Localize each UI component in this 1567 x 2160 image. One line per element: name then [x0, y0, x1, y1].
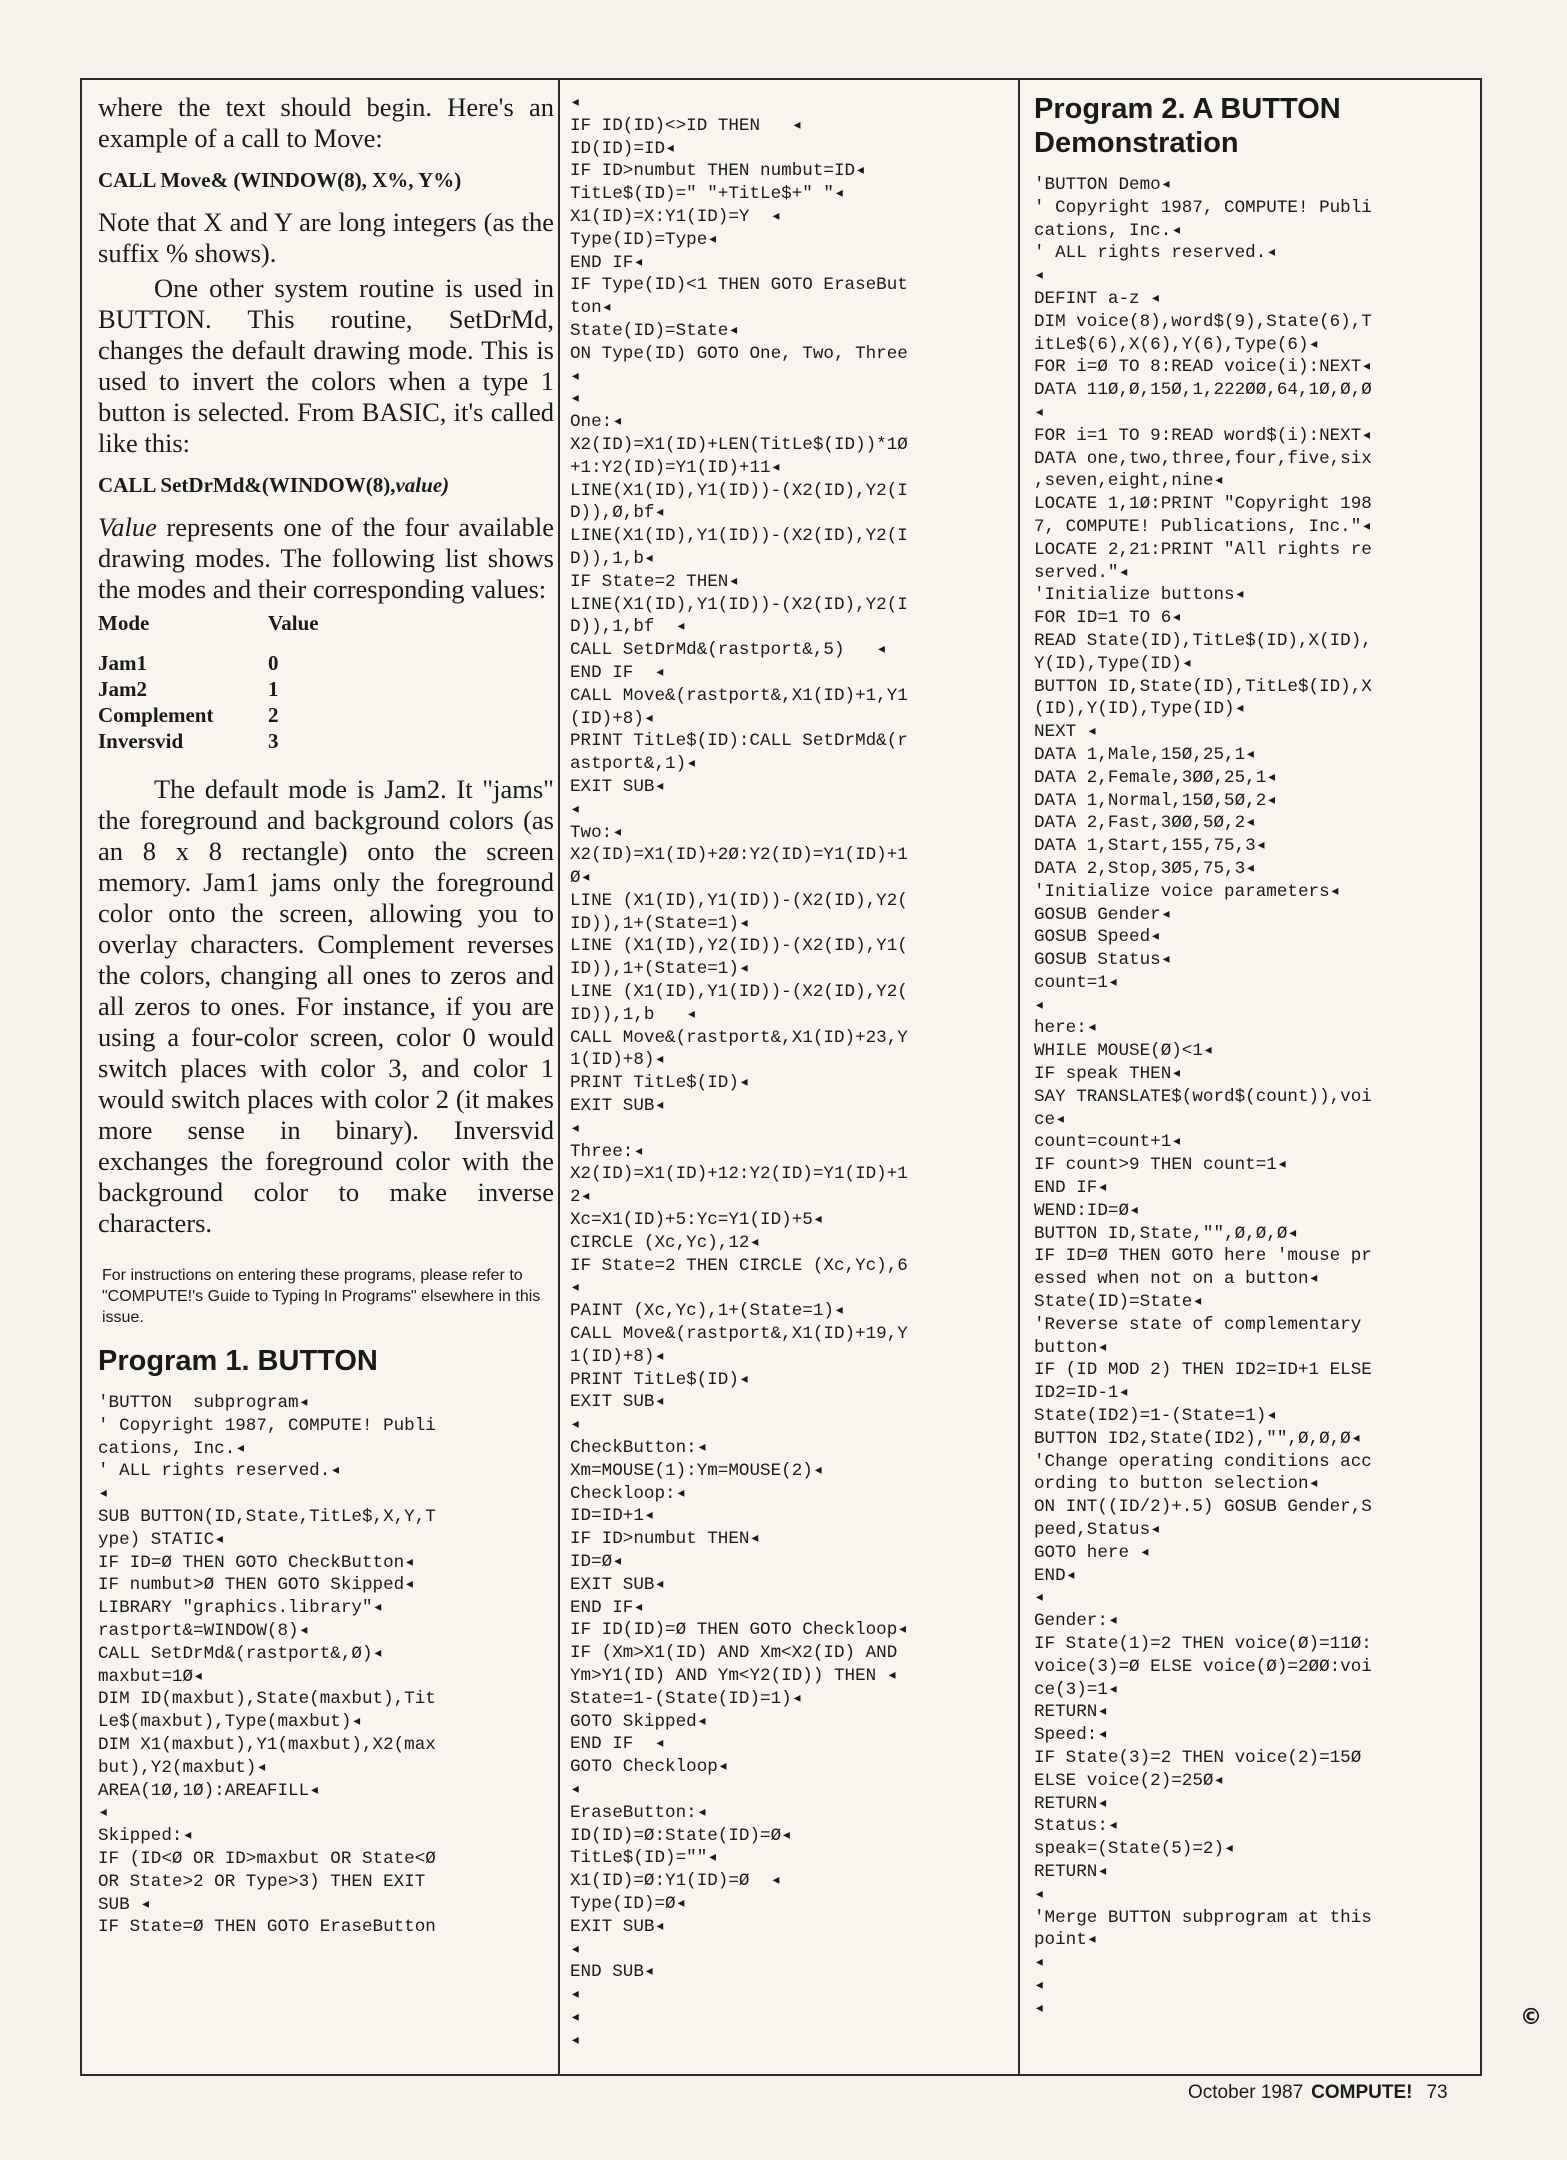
page-footer	[1188, 2082, 1448, 2104]
table-row	[98, 650, 319, 676]
column-3	[1034, 92, 1542, 2062]
column-2	[570, 92, 1010, 2062]
typing-instructions-note: For instructions on entering these programs, please refer to "COMPUTE!'s Guide to Typing In Programs" elsewhere in this issue.	[102, 1267, 541, 1326]
call-setdrmd-text: CALL SetDrMd&(WINDOW(8),	[98, 473, 396, 497]
program-1-listing-continued: ◂ IF ID(ID)<>ID THEN ◂ ID(ID)=ID◂ IF ID>numbut THEN numbut=ID◂ TitLe$(ID)=" "+TitLe$+" "◂ X1(ID)=X:Y1(ID)=Y ◂ Type(ID)=Type◂ END IF◂ IF Type(ID)<1 THEN GOTO EraseBut ton◂ State(ID)=State◂ ON Type(ID) GOTO One, Two, Three ◂ ◂ One:◂ X2(ID)=X1(ID)+LEN(TitLe$(ID))*1Ø +1:Y2(ID)=Y1(ID)+11◂ LINE(X1(ID),Y1(ID))-(X2(ID),Y2(I D)),Ø,bf◂ LINE(X1(ID),Y1(ID))-(X2(ID),Y2(I D)),1,b◂ IF State=2 THEN◂ LINE(X1(ID),Y1(ID))-(X2(ID),Y2(I D)),1,bf ◂ CALL SetDrMd&(rastport&,5) ◂ END IF ◂ CALL Move&(rastport&,X1(ID)+1,Y1 (ID)+8)◂ PRINT TitLe$(ID):CALL SetDrMd&(r astport&,1)◂ EXIT SUB◂ ◂ Two:◂ X2(ID)=X1(ID)+2Ø:Y2(ID)=Y1(ID)+1 Ø◂ LINE (X1(ID),Y1(ID))-(X2(ID),Y2( ID)),1+(State=1)◂ LINE (X1(ID),Y2(ID))-(X2(ID),Y1( ID)),1+(State=1)◂ LINE (X1(ID),Y1(ID))-(X2(ID),Y2( ID)),1,b ◂ CALL Move&(rastport&,X1(ID)+23,Y 1(ID)+8)◂ PRINT TitLe$(ID)◂ EXIT SUB◂ ◂ Three:◂ X2(ID)=X1(ID)+12:Y2(ID)=Y1(ID)+1 2◂ Xc=X1(ID)+5:Yc=Y1(ID)+5◂ CIRCLE (Xc,Yc),12◂ IF State=2 THEN CIRCLE (Xc,Yc),6 ◂ PAINT (Xc,Yc),1+(State=1)◂ CALL Move&(rastport&,X1(ID)+19,Y 1(ID)+8)◂ PRINT TitLe$(ID)◂ EXIT SUB◂ ◂ CheckButton:◂ Xm=MOUSE(1):Ym=MOUSE(2)◂ Checkloop:◂ ID=ID+1◂ IF ID>numbut THEN◂ ID=Ø◂ EXIT SUB◂ END IF◂ IF ID(ID)=Ø THEN GOTO Checkloop◂ IF (Xm>X1(ID) AND Xm<X2(ID) AND Ym>Y1(ID) AND Ym<Y2(ID)) THEN ◂ State=1-(State(ID)=1)◂ GOTO Skipped◂ END IF ◂ GOTO Checkloop◂ ◂ EraseButton:◂ ID(ID)=Ø:State(ID)=Ø◂ TitLe$(ID)=""◂ X1(ID)=Ø:Y1(ID)=Ø ◂ Type(ID)=Ø◂ EXIT SUB◂ ◂ END SUB◂ ◂ ◂ ◂	[570, 93, 908, 2051]
intro-paragraph: where the text should begin. Here's an example of a call to Move:	[98, 92, 554, 153]
program-1-listing: 'BUTTON subprogram◂ ' Copyright 1987, COMPUTE! Publi cations, Inc.◂ ' ALL rights reserved.◂ ◂ SUB BUTTON(ID,State,TitLe$,X,Y,T ype) STATIC◂ IF ID=Ø THEN GOTO CheckButton◂ IF numbut>Ø THEN GOTO Skipped◂ LIBRARY "graphics.library"◂ rastport&=WINDOW(8)◂ CALL SetDrMd&(rastport&,Ø)◂ maxbut=1Ø◂ DIM ID(maxbut),State(maxbut),Tit Le$(maxbut),Type(maxbut)◂ DIM X1(maxbut),Y1(maxbut),X2(max but),Y2(maxbut)◂ AREA(1Ø,1Ø):AREAFILL◂ ◂ Skipped:◂ IF (ID<Ø OR ID>maxbut OR State<Ø OR State>2 OR Type>3) THEN EXIT SUB ◂ IF State=Ø THEN GOTO EraseButton	[98, 1393, 436, 1938]
mode-value: 3	[268, 729, 279, 753]
modes-table	[98, 611, 319, 754]
default-mode-paragraph: The default mode is Jam2. It "jams" the foreground and background colors (as an 8 x 8 rectangle) onto the screen memory. Jam1 jams only the foreground color onto the screen, allowing you to overlay characters. Complement reverses the colors, changing all ones to zeros and all zeros to ones. For instance, if you are using a four-color screen, color 0 would switch places with color 3, and color 1 would switch places with color 2 (it makes more sense in binary). Inversvid exchanges the foreground color with the background color to make inverse characters.	[98, 774, 554, 1238]
mode-name: Jam2	[98, 677, 147, 701]
call-setdrmd-value: value)	[395, 473, 450, 497]
program-1-heading: Program 1. BUTTON	[98, 1345, 378, 1377]
mode-name: Complement	[98, 703, 214, 727]
page-frame	[80, 78, 1542, 2076]
program-2-heading: Program 2. A BUTTON Demonstration	[1034, 93, 1341, 159]
issue-date: October 1987	[1188, 2082, 1304, 2103]
table-row	[98, 728, 319, 754]
mode-value: 1	[268, 677, 279, 701]
table-row	[98, 702, 319, 728]
column-1	[98, 92, 554, 2062]
long-integer-note: Note that X and Y are long integers (as the suffix % shows).	[98, 207, 554, 268]
mode-value: 0	[268, 651, 279, 675]
value-word: Value	[98, 512, 157, 542]
setdrmd-paragraph: One other system routine is used in BUTTON. This routine, SetDrMd, changes the default drawing mode. This is used to invert the colors when a type 1 button is selected. From BASIC, it's called like this:	[98, 273, 554, 458]
value-paragraph	[98, 512, 554, 605]
magazine-name: COMPUTE!	[1311, 2082, 1413, 2103]
end-mark: ©	[1520, 2005, 1542, 2030]
table-row	[98, 676, 319, 702]
modes-header-value: Value	[268, 611, 319, 635]
page-number: 73	[1426, 2082, 1448, 2103]
mode-value: 2	[268, 703, 279, 727]
mode-name: Jam1	[98, 651, 147, 675]
value-paragraph-text: represents one of the four available drawing modes. The following list shows the modes and their corresponding values:	[98, 512, 554, 604]
call-setdrmd-example	[98, 473, 554, 498]
column-divider	[558, 80, 560, 2074]
call-move-example: CALL Move& (WINDOW(8), X%, Y%)	[98, 168, 462, 192]
mode-name: Inversvid	[98, 729, 184, 753]
modes-header-mode: Mode	[98, 611, 150, 635]
program-2-listing: 'BUTTON Demo◂ ' Copyright 1987, COMPUTE! Publi cations, Inc.◂ ' ALL rights reserved.◂ ◂ DEFINT a-z ◂ DIM voice(8),word$(9),State(6),T itLe$(6),X(6),Y(6),Type(6)◂ FOR i=Ø TO 8:READ voice(i):NEXT◂ DATA 11Ø,Ø,15Ø,1,222ØØ,64,1Ø,Ø,Ø ◂ FOR i=1 TO 9:READ word$(i):NEXT◂ DATA one,two,three,four,five,six ,seven,eight,nine◂ LOCATE 1,1Ø:PRINT "Copyright 198 7, COMPUTE! Publications, Inc."◂ LOCATE 2,21:PRINT "All rights re served."◂ 'Initialize buttons◂ FOR ID=1 TO 6◂ READ State(ID),TitLe$(ID),X(ID), Y(ID),Type(ID)◂ BUTTON ID,State(ID),TitLe$(ID),X (ID),Y(ID),Type(ID)◂ NEXT ◂ DATA 1,Male,15Ø,25,1◂ DATA 2,Female,3ØØ,25,1◂ DATA 1,Normal,15Ø,5Ø,2◂ DATA 2,Fast,3ØØ,5Ø,2◂ DATA 1,Start,155,75,3◂ DATA 2,Stop,3Ø5,75,3◂ 'Initialize voice parameters◂ GOSUB Gender◂ GOSUB Speed◂ GOSUB Status◂ count=1◂ ◂ here:◂ WHILE MOUSE(Ø)<1◂ IF speak THEN◂ SAY TRANSLATE$(word$(count)),voi ce◂ count=count+1◂ IF count>9 THEN count=1◂ END IF◂ WEND:ID=Ø◂ BUTTON ID,State,"",Ø,Ø,Ø◂ IF ID=Ø THEN GOTO here 'mouse pr essed when not on a button◂ State(ID)=State◂ 'Reverse state of complementary button◂ IF (ID MOD 2) THEN ID2=ID+1 ELSE ID2=ID-1◂ State(ID2)=1-(State=1)◂ BUTTON ID2,State(ID2),"",Ø,Ø,Ø◂ 'Change operating conditions acc ording to button selection◂ ON INT((ID/2)+.5) GOSUB Gender,S peed,Status◂ GOTO here ◂ END◂ ◂ Gender:◂ IF State(1)=2 THEN voice(Ø)=11Ø: voice(3)=Ø ELSE voice(Ø)=2ØØ:voi ce(3)=1◂ RETURN◂ Speed:◂ IF State(3)=2 THEN voice(2)=15Ø ELSE voice(2)=25Ø◂ RETURN◂ Status:◂ speak=(State(5)=2)◂ RETURN◂ ◂ 'Merge BUTTON subprogram at this point◂ ◂ ◂ ◂	[1034, 175, 1372, 2019]
column-divider	[1018, 80, 1020, 2074]
